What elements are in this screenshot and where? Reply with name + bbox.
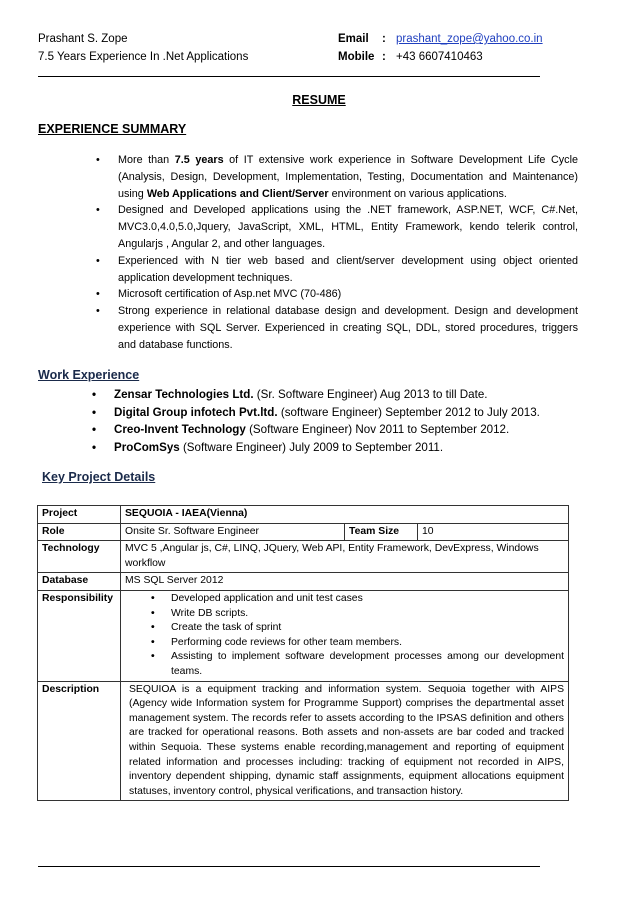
email-label: Email bbox=[338, 33, 369, 45]
work-detail: (Software Engineer) July 2009 to September 2011. bbox=[179, 440, 444, 454]
summary-text: More than bbox=[118, 154, 175, 166]
mobile-row bbox=[338, 48, 543, 66]
table-row bbox=[38, 590, 569, 681]
project-value: SEQUOIA - IAEA(Vienna) bbox=[121, 506, 569, 524]
key-project-heading: Key Project Details bbox=[42, 470, 156, 484]
database-value: MS SQL Server 2012 bbox=[121, 573, 569, 591]
responsibility-cell bbox=[121, 590, 569, 681]
company-name: Digital Group infotech Pvt.ltd. bbox=[114, 405, 278, 419]
description-label: Description bbox=[38, 681, 121, 801]
table-row bbox=[38, 541, 569, 573]
email-row bbox=[338, 30, 543, 48]
responsibility-list bbox=[125, 592, 564, 680]
experience-line: 7.5 Years Experience In .Net Applications bbox=[38, 51, 249, 63]
table-row bbox=[38, 523, 569, 541]
work-item bbox=[92, 404, 592, 422]
summary-item: • Strong experience in relational database design and development. Design and development experience with SQL Server. Experienced in creating SQL, DDL, stored procedures, triggers and database functions. bbox=[96, 303, 578, 353]
list-item: • Assisting to implement software development processes among our development teams. bbox=[151, 650, 564, 679]
summary-item: • Microsoft certification of Asp.net MVC (70-486) bbox=[96, 286, 578, 303]
email-separator: : bbox=[382, 33, 386, 45]
technology-value: MVC 5 ,Angular js, C#, LINQ, JQuery, Web API, Entity Framework, DevExpress, Windows workflow bbox=[121, 541, 569, 573]
project-label: Project bbox=[38, 506, 121, 524]
list-item: • Developed application and unit test cases bbox=[151, 592, 564, 607]
resume-title: RESUME bbox=[292, 93, 346, 107]
project-table bbox=[37, 505, 569, 801]
database-label: Database bbox=[38, 573, 121, 591]
work-detail: (software Engineer) September 2012 to July 2013. bbox=[277, 405, 540, 419]
summary-item: • Experienced with N tier web based and client/server development using object oriented application development techniques. bbox=[96, 253, 578, 287]
email-link[interactable]: prashant_zope@yahoo.co.in bbox=[396, 33, 543, 45]
company-name: ProComSys bbox=[114, 440, 180, 454]
work-experience-heading: Work Experience bbox=[38, 368, 140, 382]
work-item bbox=[92, 439, 592, 457]
table-row bbox=[38, 573, 569, 591]
mobile-separator: : bbox=[382, 51, 386, 63]
team-size-label: Team Size bbox=[345, 523, 418, 541]
footer-divider bbox=[38, 866, 540, 867]
role-value: Onsite Sr. Software Engineer bbox=[121, 523, 345, 541]
work-detail: (Software Engineer) Nov 2011 to September 2012. bbox=[245, 423, 510, 437]
experience-summary-heading: EXPERIENCE SUMMARY bbox=[38, 122, 187, 136]
responsibility-label: Responsibility bbox=[38, 590, 121, 681]
company-name: Zensar Technologies Ltd. bbox=[114, 388, 254, 401]
summary-bold: 7.5 years bbox=[174, 154, 224, 166]
work-experience-list bbox=[92, 386, 592, 456]
mobile-number: +43 6607410463 bbox=[396, 51, 483, 63]
summary-bold: Web Applications and Client/Server bbox=[146, 187, 329, 200]
candidate-name: Prashant S. Zope bbox=[38, 33, 128, 45]
list-item: • Create the task of sprint bbox=[151, 621, 564, 636]
work-item bbox=[92, 386, 592, 404]
work-detail: (Sr. Software Engineer) Aug 2013 to till Date. bbox=[253, 388, 488, 401]
list-item: • Performing code reviews for other team members. bbox=[151, 636, 564, 651]
mobile-label: Mobile bbox=[338, 51, 375, 63]
technology-label: Technology bbox=[38, 541, 121, 573]
contact-block bbox=[338, 30, 543, 66]
summary-text: environment on various applications. bbox=[328, 187, 507, 200]
summary-text: of IT extensive work experience in Software Development Life Cycle (Analysis, Design, Development, Implementation, Testing, Documentation and Maintenance) using bbox=[118, 154, 578, 200]
work-item bbox=[92, 421, 592, 439]
role-label: Role bbox=[38, 523, 121, 541]
description-value: SEQUIOA is a equipment tracking and information system. Sequoia together with AIPS (Agency wide Information system for Programme Support) comprises the departmental asset management system. The records refer to assets according to the IPSAS definition and others are tracked for operational reasons. Both assets and non-assets are bar coded and tracked within Sequoia. These systems enable recording,management and reporting of equipment related information and processes including: tracking of equipment not recorded in AIPS, inventory dependent shipping, dynamic staff assignments, equipment allocations equipment statuses, inventory control, physical verifications, and transaction history. bbox=[121, 681, 569, 801]
list-item: • Write DB scripts. bbox=[151, 607, 564, 622]
team-size-value: 10 bbox=[418, 523, 569, 541]
table-row bbox=[38, 506, 569, 524]
header-divider bbox=[38, 76, 540, 77]
summary-item: • Designed and Developed applications using the .NET framework, ASP.NET, WCF, C#.Net, MVC3.0,4.0,5.0,Jquery, JavaScript, XML, HTML, Entity Framework, kendo telerik control, Angularjs , Angular 2, and other languages. bbox=[96, 202, 578, 252]
header-left bbox=[38, 30, 248, 66]
table-row bbox=[38, 681, 569, 801]
experience-summary-list bbox=[96, 152, 578, 354]
summary-item bbox=[96, 152, 578, 202]
company-name: Creo-Invent Technology bbox=[114, 423, 246, 437]
